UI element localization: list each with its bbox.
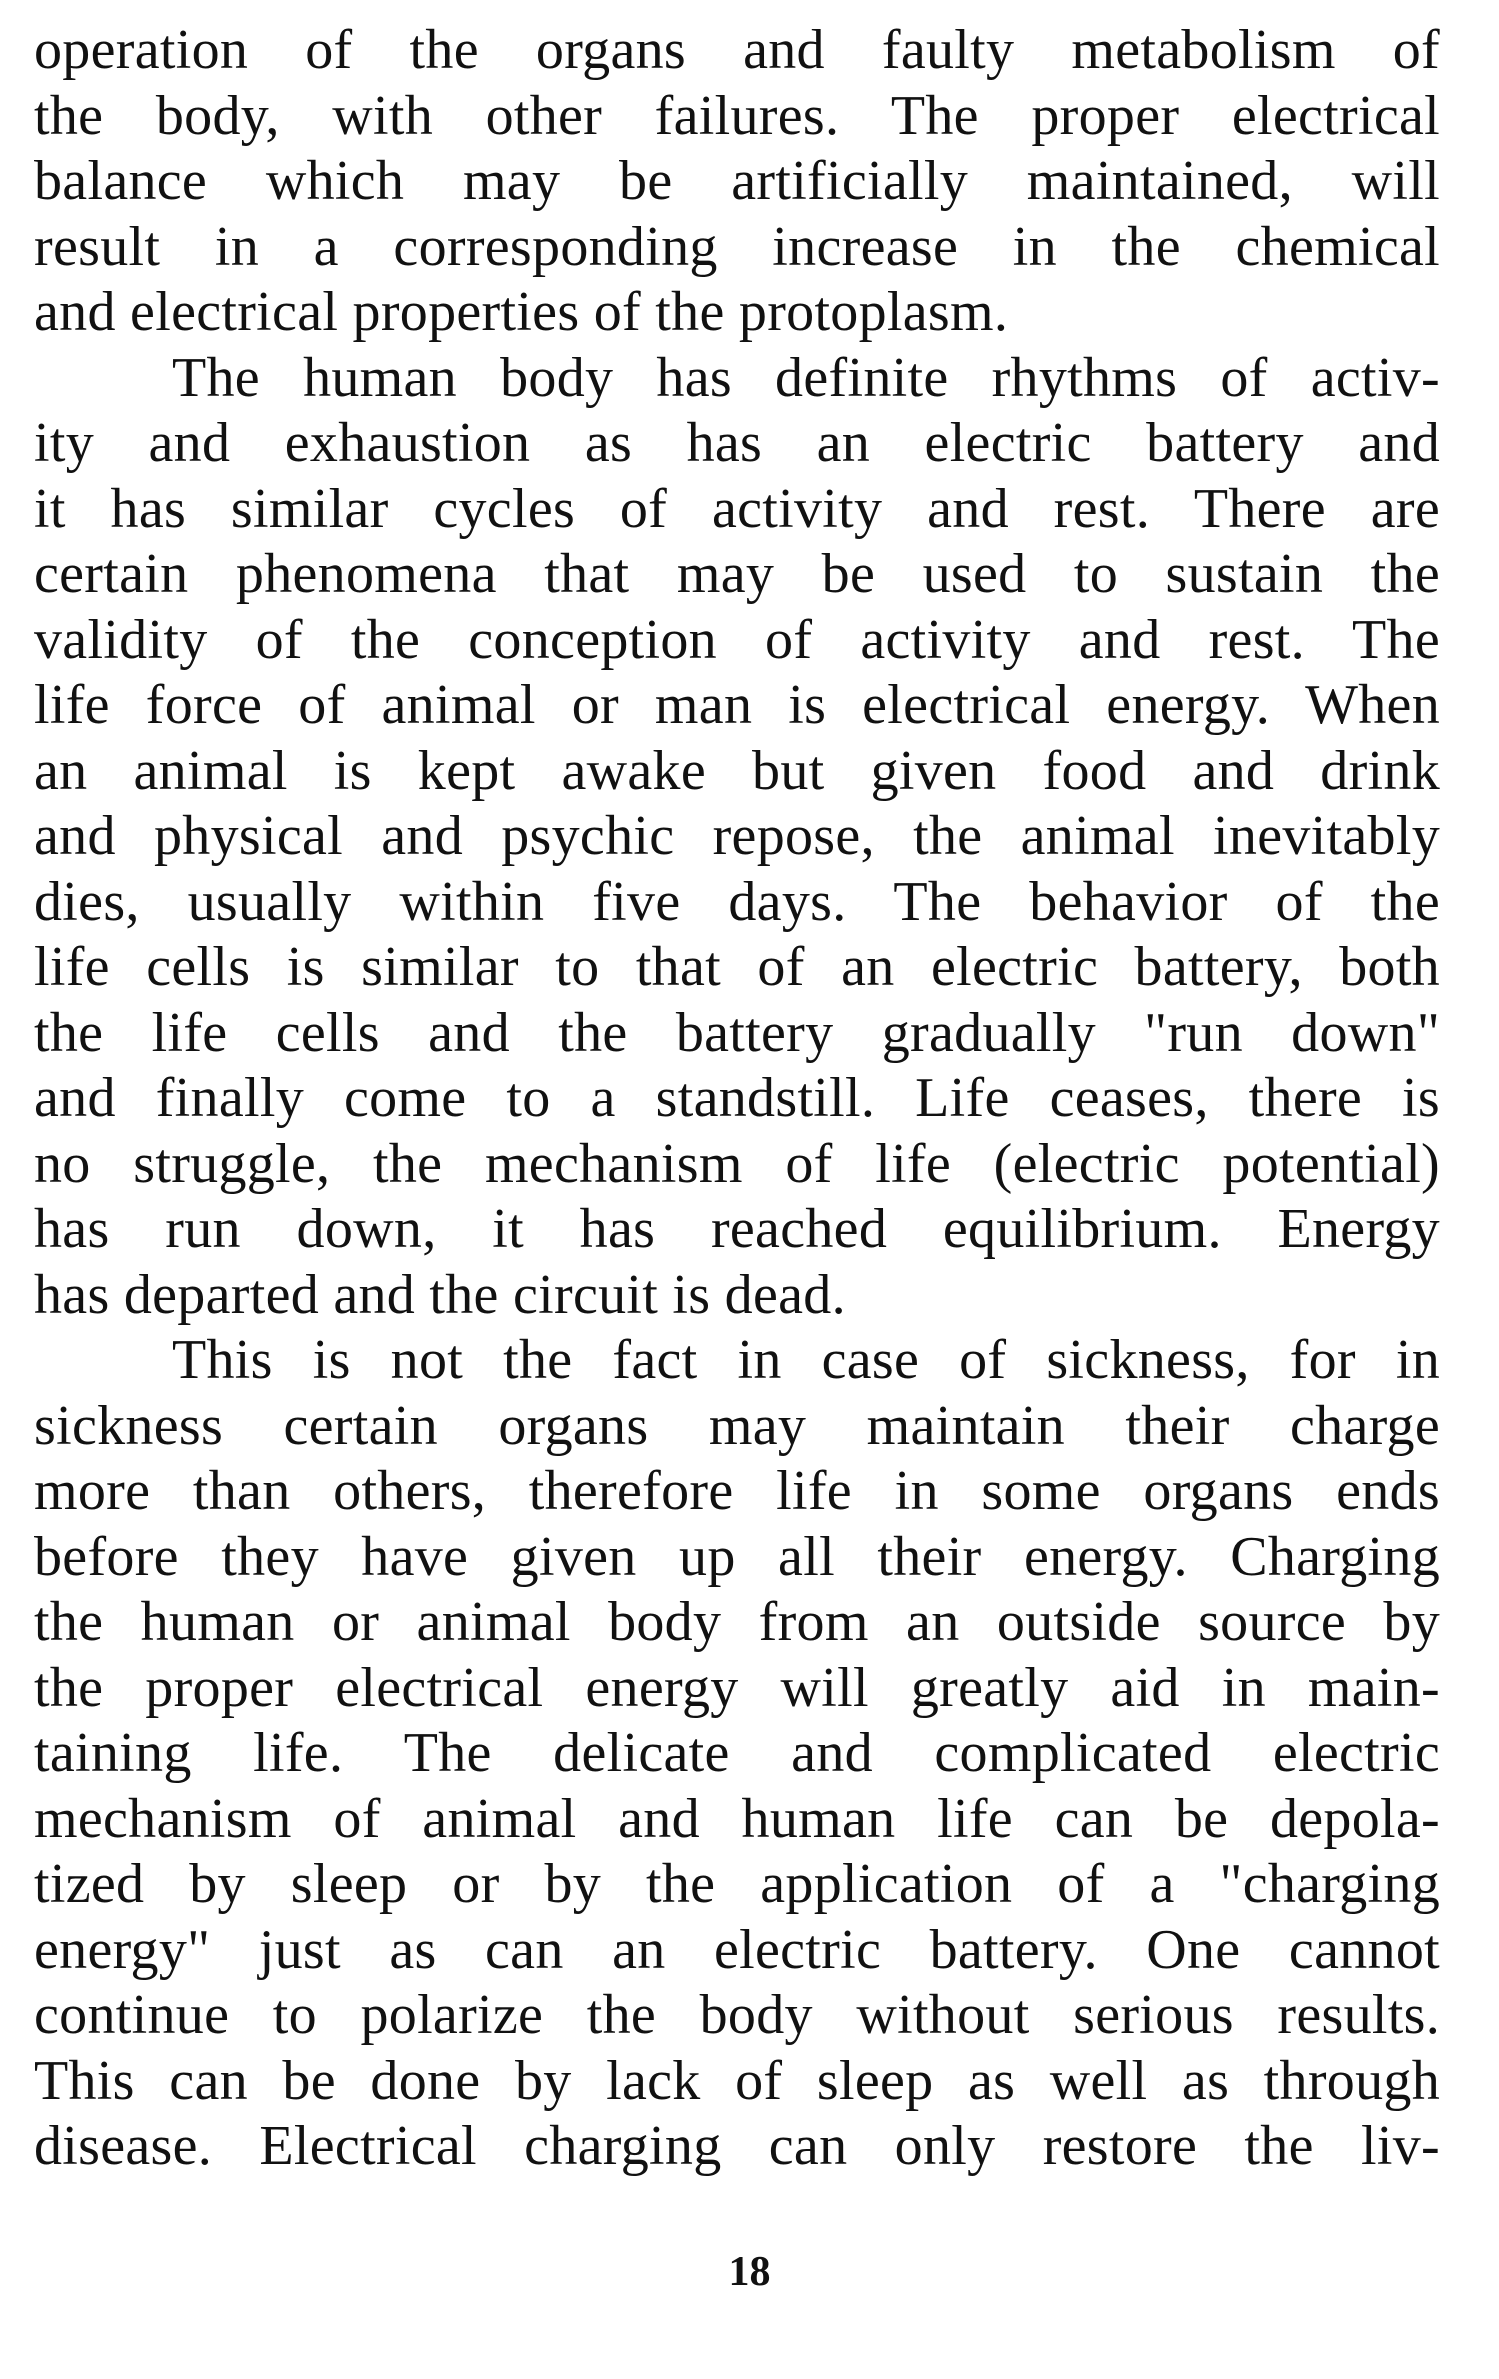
text-line: and finally come to a standstill. Life ceases, there is <box>34 1067 1440 1129</box>
text-line: no struggle, the mechanism of life (electric potential) <box>34 1132 1440 1195</box>
text-line: disease. Electrical charging can only restore the liv- <box>34 2115 1440 2177</box>
text-line: has departed and the circuit is dead. <box>34 1263 846 1326</box>
paragraph-3 <box>34 1328 1440 2180</box>
text-line: operation of the organs and faulty metabolism of <box>34 19 1440 81</box>
text-line: an animal is kept awake but given food and drink <box>34 739 1440 802</box>
text-line: life cells is similar to that of an electric battery, both <box>34 936 1440 998</box>
text-line: certain phenomena that may be used to sustain the <box>34 543 1440 605</box>
text-line: more than others, therefore life in some organs ends <box>34 1460 1440 1522</box>
text-line: the body, with other failures. The proper electrical <box>34 84 1440 147</box>
text-line: This can be done by lack of sleep as well as through <box>34 2049 1440 2112</box>
text-line: before they have given up all their energy. Charging <box>34 1525 1440 1588</box>
text-line: tized by sleep or by the application of a "charging <box>34 1853 1440 1915</box>
text-line: ity and exhaustion as has an electric battery and <box>34 412 1440 474</box>
text-line: dies, usually within five days. The behavior of the <box>34 870 1440 933</box>
text-line: the life cells and the battery gradually "run down" <box>34 1001 1440 1064</box>
text-line: balance which may be artificially maintained, will <box>34 150 1440 212</box>
text-line: it has similar cycles of activity and rest. There are <box>34 477 1440 540</box>
paragraph-2 <box>34 346 1440 1329</box>
text-line: result in a corresponding increase in the chemical <box>34 215 1440 278</box>
text-line: sickness certain organs may maintain their charge <box>34 1394 1440 1457</box>
text-line: mechanism of animal and human life can be depola- <box>34 1787 1440 1850</box>
text-line: energy" just as can an electric battery. One cannot <box>34 1918 1440 1981</box>
text-line: validity of the conception of activity and rest. The <box>34 608 1440 671</box>
text-line: has run down, it has reached equilibrium. Energy <box>34 1198 1440 1260</box>
text-line: continue to polarize the body without serious results. <box>34 1984 1440 2046</box>
paragraph-1 <box>34 18 1440 346</box>
page-number: 18 <box>728 2249 771 2295</box>
text-line: taining life. The delicate and complicated electric <box>34 1722 1440 1784</box>
text-line: and electrical properties of the protoplasm. <box>34 281 1009 343</box>
text-line: the human or animal body from an outside source by <box>34 1591 1440 1653</box>
text-line: life force of animal or man is electrical energy. When <box>34 674 1440 736</box>
body-text <box>34 18 1440 2180</box>
text-line: This is not the fact in case of sickness, for in <box>172 1329 1440 1391</box>
text-line: The human body has definite rhythms of activ- <box>172 346 1440 409</box>
text-line: the proper electrical energy will greatly aid in main- <box>34 1656 1440 1719</box>
text-line: and physical and psychic repose, the animal inevitably <box>34 805 1440 867</box>
